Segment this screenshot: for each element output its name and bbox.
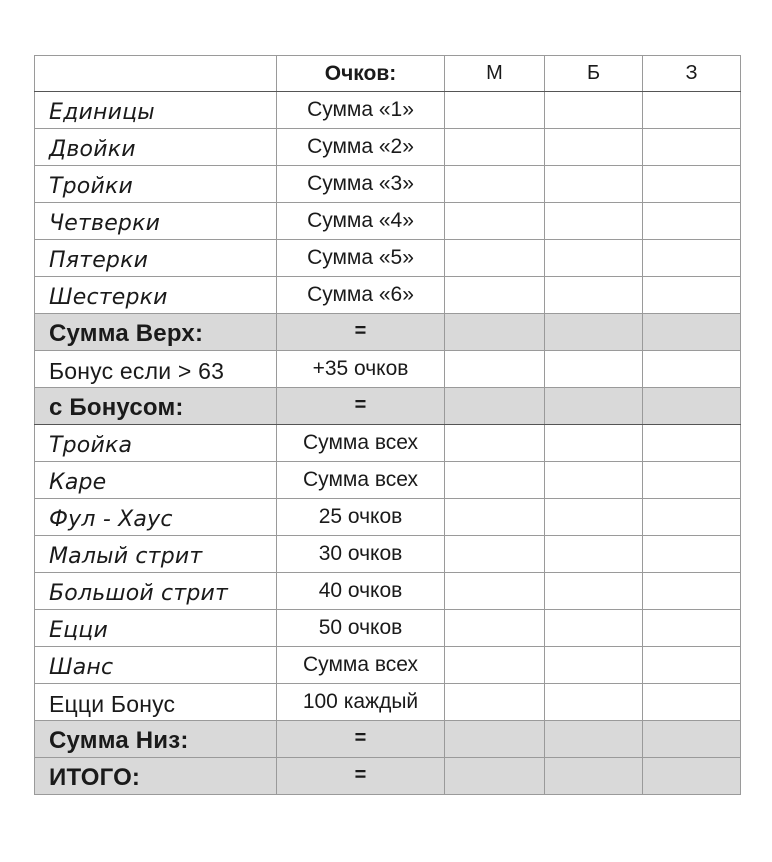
score-input-m[interactable] <box>445 314 545 351</box>
score-input-z[interactable] <box>643 647 741 684</box>
category-name: Фул - Хаус <box>35 499 277 536</box>
score-input-b[interactable] <box>545 277 643 314</box>
bonus-score: +35 очков <box>277 351 445 388</box>
score-input-z[interactable] <box>643 425 741 462</box>
score-input-m[interactable] <box>445 425 545 462</box>
score-input-z[interactable] <box>643 92 741 129</box>
category-name: Тройки <box>35 166 277 203</box>
with-bonus-row <box>35 388 741 425</box>
category-score: 40 очков <box>277 573 445 610</box>
table-row <box>35 240 741 277</box>
total-formula: = <box>277 758 445 795</box>
yahtzee-bonus-score: 100 каждый <box>277 684 445 721</box>
corner-cell <box>35 56 277 92</box>
score-input-m[interactable] <box>445 166 545 203</box>
score-input-z[interactable] <box>643 388 741 425</box>
table-row <box>35 277 741 314</box>
table-row <box>35 129 741 166</box>
score-input-m[interactable] <box>445 240 545 277</box>
category-name: Шанс <box>35 647 277 684</box>
header-row <box>35 56 741 92</box>
player-header-z: З <box>643 56 741 92</box>
score-input-z[interactable] <box>643 610 741 647</box>
score-input-b[interactable] <box>545 684 643 721</box>
score-input-m[interactable] <box>445 684 545 721</box>
category-name: Шестерки <box>35 277 277 314</box>
score-input-m[interactable] <box>445 277 545 314</box>
score-input-m[interactable] <box>445 351 545 388</box>
category-score: Сумма «1» <box>277 92 445 129</box>
score-input-z[interactable] <box>643 462 741 499</box>
score-input-z[interactable] <box>643 499 741 536</box>
score-input-b[interactable] <box>545 314 643 351</box>
score-input-m[interactable] <box>445 499 545 536</box>
score-input-m[interactable] <box>445 647 545 684</box>
score-input-b[interactable] <box>545 203 643 240</box>
score-input-b[interactable] <box>545 499 643 536</box>
lower-sum-row <box>35 721 741 758</box>
score-input-z[interactable] <box>643 166 741 203</box>
score-input-b[interactable] <box>545 166 643 203</box>
category-name: Тройка <box>35 425 277 462</box>
category-name: Пятерки <box>35 240 277 277</box>
upper-sum-row <box>35 314 741 351</box>
score-input-m[interactable] <box>445 129 545 166</box>
table-row <box>35 92 741 129</box>
player-header-m: М <box>445 56 545 92</box>
score-input-b[interactable] <box>545 240 643 277</box>
table-row <box>35 573 741 610</box>
score-input-b[interactable] <box>545 351 643 388</box>
score-input-b[interactable] <box>545 536 643 573</box>
table-row <box>35 536 741 573</box>
with-bonus-formula: = <box>277 388 445 425</box>
score-input-b[interactable] <box>545 129 643 166</box>
table-row <box>35 203 741 240</box>
category-score: Сумма всех <box>277 462 445 499</box>
yahtzee-bonus-row <box>35 684 741 721</box>
score-input-m[interactable] <box>445 573 545 610</box>
score-input-z[interactable] <box>643 277 741 314</box>
table-row <box>35 462 741 499</box>
category-name: Большой стрит <box>35 573 277 610</box>
category-name: Двойки <box>35 129 277 166</box>
score-input-b[interactable] <box>545 462 643 499</box>
score-input-z[interactable] <box>643 314 741 351</box>
score-input-m[interactable] <box>445 536 545 573</box>
category-score: Сумма «6» <box>277 277 445 314</box>
upper-sum-label: Сумма Верх: <box>35 314 277 351</box>
category-name: Единицы <box>35 92 277 129</box>
score-input-z[interactable] <box>643 758 741 795</box>
yahtzee-bonus-label: Ецци Бонус <box>35 684 277 721</box>
category-name: Четверки <box>35 203 277 240</box>
category-score: 30 очков <box>277 536 445 573</box>
category-score: 50 очков <box>277 610 445 647</box>
score-input-m[interactable] <box>445 758 545 795</box>
category-score: 25 очков <box>277 499 445 536</box>
score-input-b[interactable] <box>545 610 643 647</box>
upper-sum-formula: = <box>277 314 445 351</box>
score-input-b[interactable] <box>545 573 643 610</box>
scorecard <box>34 55 740 830</box>
table-row <box>35 610 741 647</box>
lower-sum-label: Сумма Низ: <box>35 721 277 758</box>
score-input-z[interactable] <box>643 536 741 573</box>
category-score: Сумма «3» <box>277 166 445 203</box>
score-input-b[interactable] <box>545 425 643 462</box>
score-input-z[interactable] <box>643 240 741 277</box>
score-input-z[interactable] <box>643 129 741 166</box>
score-input-z[interactable] <box>643 203 741 240</box>
score-input-m[interactable] <box>445 388 545 425</box>
category-name: Малый стрит <box>35 536 277 573</box>
score-input-b[interactable] <box>545 388 643 425</box>
points-header: Очков: <box>277 56 445 92</box>
score-input-z[interactable] <box>643 684 741 721</box>
score-input-b[interactable] <box>545 721 643 758</box>
category-name: Каре <box>35 462 277 499</box>
lower-sum-formula: = <box>277 721 445 758</box>
category-score: Сумма всех <box>277 425 445 462</box>
score-input-z[interactable] <box>643 573 741 610</box>
score-input-z[interactable] <box>643 721 741 758</box>
total-row <box>35 758 741 795</box>
table-row <box>35 425 741 462</box>
score-input-m[interactable] <box>445 92 545 129</box>
bonus-label: Бонус если > 63 <box>35 351 277 388</box>
table-row <box>35 166 741 203</box>
bonus-row <box>35 351 741 388</box>
score-input-b[interactable] <box>545 758 643 795</box>
category-score: Сумма «5» <box>277 240 445 277</box>
score-input-m[interactable] <box>445 721 545 758</box>
score-input-b[interactable] <box>545 647 643 684</box>
total-label: ИТОГО: <box>35 758 277 795</box>
table-row <box>35 647 741 684</box>
score-input-m[interactable] <box>445 203 545 240</box>
category-score: Сумма «2» <box>277 129 445 166</box>
score-input-b[interactable] <box>545 92 643 129</box>
category-score: Сумма всех <box>277 647 445 684</box>
category-name: Ецци <box>35 610 277 647</box>
score-input-z[interactable] <box>643 351 741 388</box>
score-input-m[interactable] <box>445 610 545 647</box>
table-row <box>35 499 741 536</box>
category-score: Сумма «4» <box>277 203 445 240</box>
player-header-b: Б <box>545 56 643 92</box>
score-input-m[interactable] <box>445 462 545 499</box>
scorecard-table <box>34 55 741 795</box>
with-bonus-label: с Бонусом: <box>35 388 277 425</box>
